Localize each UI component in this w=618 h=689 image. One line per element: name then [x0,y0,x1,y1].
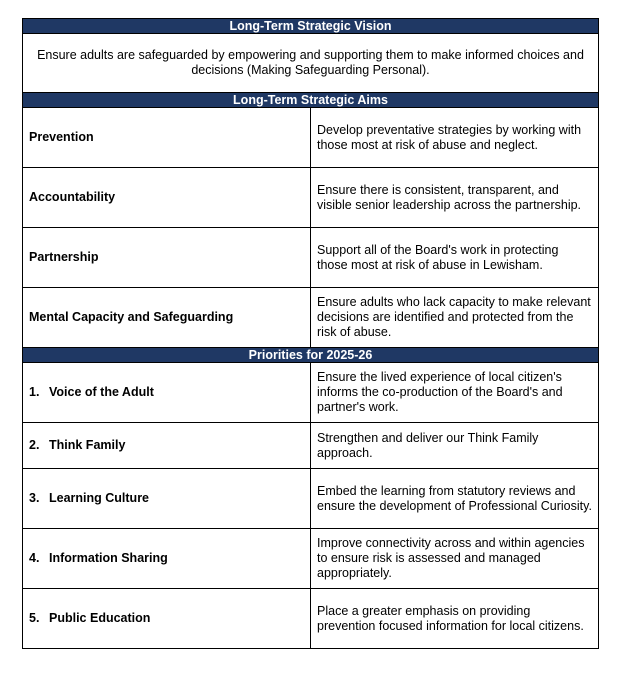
aims-header: Long-Term Strategic Aims [23,93,599,108]
aim-row [23,288,599,348]
priority-description: Strengthen and deliver our Think Family approach. [311,423,599,469]
priority-row [23,363,599,423]
priority-number: 4. [29,551,40,565]
priority-label: Voice of the Adult [49,385,154,399]
vision-header: Long-Term Strategic Vision [23,19,599,34]
aim-row [23,108,599,168]
priority-label: Think Family [49,438,126,452]
priority-description: Ensure the lived experience of local citizen's informs the co-production of the Board's and partner's work. [311,363,599,423]
priorities-header-row [23,348,599,363]
priority-label-cell [23,469,311,529]
aim-description: Ensure there is consistent, transparent, and visible senior leadership across the partnership. [311,168,599,228]
aim-label: Partnership [23,228,311,288]
priority-description: Embed the learning from statutory reviews and ensure the development of Professional Curiosity. [311,469,599,529]
priority-row [23,529,599,589]
aim-row [23,168,599,228]
aim-label: Mental Capacity and Safeguarding [23,288,311,348]
priority-row [23,589,599,649]
priority-description: Improve connectivity across and within agencies to ensure risk is assessed and managed appropriately. [311,529,599,589]
priority-number: 5. [29,611,40,625]
priority-label: Public Education [49,611,151,625]
priority-label: Learning Culture [49,491,150,505]
aim-description: Ensure adults who lack capacity to make relevant decisions are identified and protected from the risk of abuse. [311,288,599,348]
priority-number: 1. [29,385,40,399]
aim-description: Develop preventative strategies by working with those most at risk of abuse and neglect. [311,108,599,168]
aim-label: Prevention [23,108,311,168]
priority-label-cell [23,363,311,423]
priority-row [23,469,599,529]
aims-header-row [23,93,599,108]
strategy-document [22,18,599,649]
priority-label: Information Sharing [49,551,168,565]
priority-label-cell [23,423,311,469]
aim-description: Support all of the Board's work in protecting those most at risk of abuse in Lewisham. [311,228,599,288]
priorities-header: Priorities for 2025-26 [23,348,599,363]
priority-label-cell [23,529,311,589]
priority-description: Place a greater emphasis on providing prevention focused information for local citizens. [311,589,599,649]
vision-text: Ensure adults are safeguarded by empowering and supporting them to make informed choices and decisions (Making Safeguarding Personal). [23,34,599,93]
priority-label-cell [23,589,311,649]
strategy-table [22,18,599,649]
aim-label: Accountability [23,168,311,228]
priority-number: 2. [29,438,40,452]
aim-row [23,228,599,288]
vision-header-row [23,19,599,34]
vision-row [23,34,599,93]
priority-number: 3. [29,491,40,505]
priority-row [23,423,599,469]
